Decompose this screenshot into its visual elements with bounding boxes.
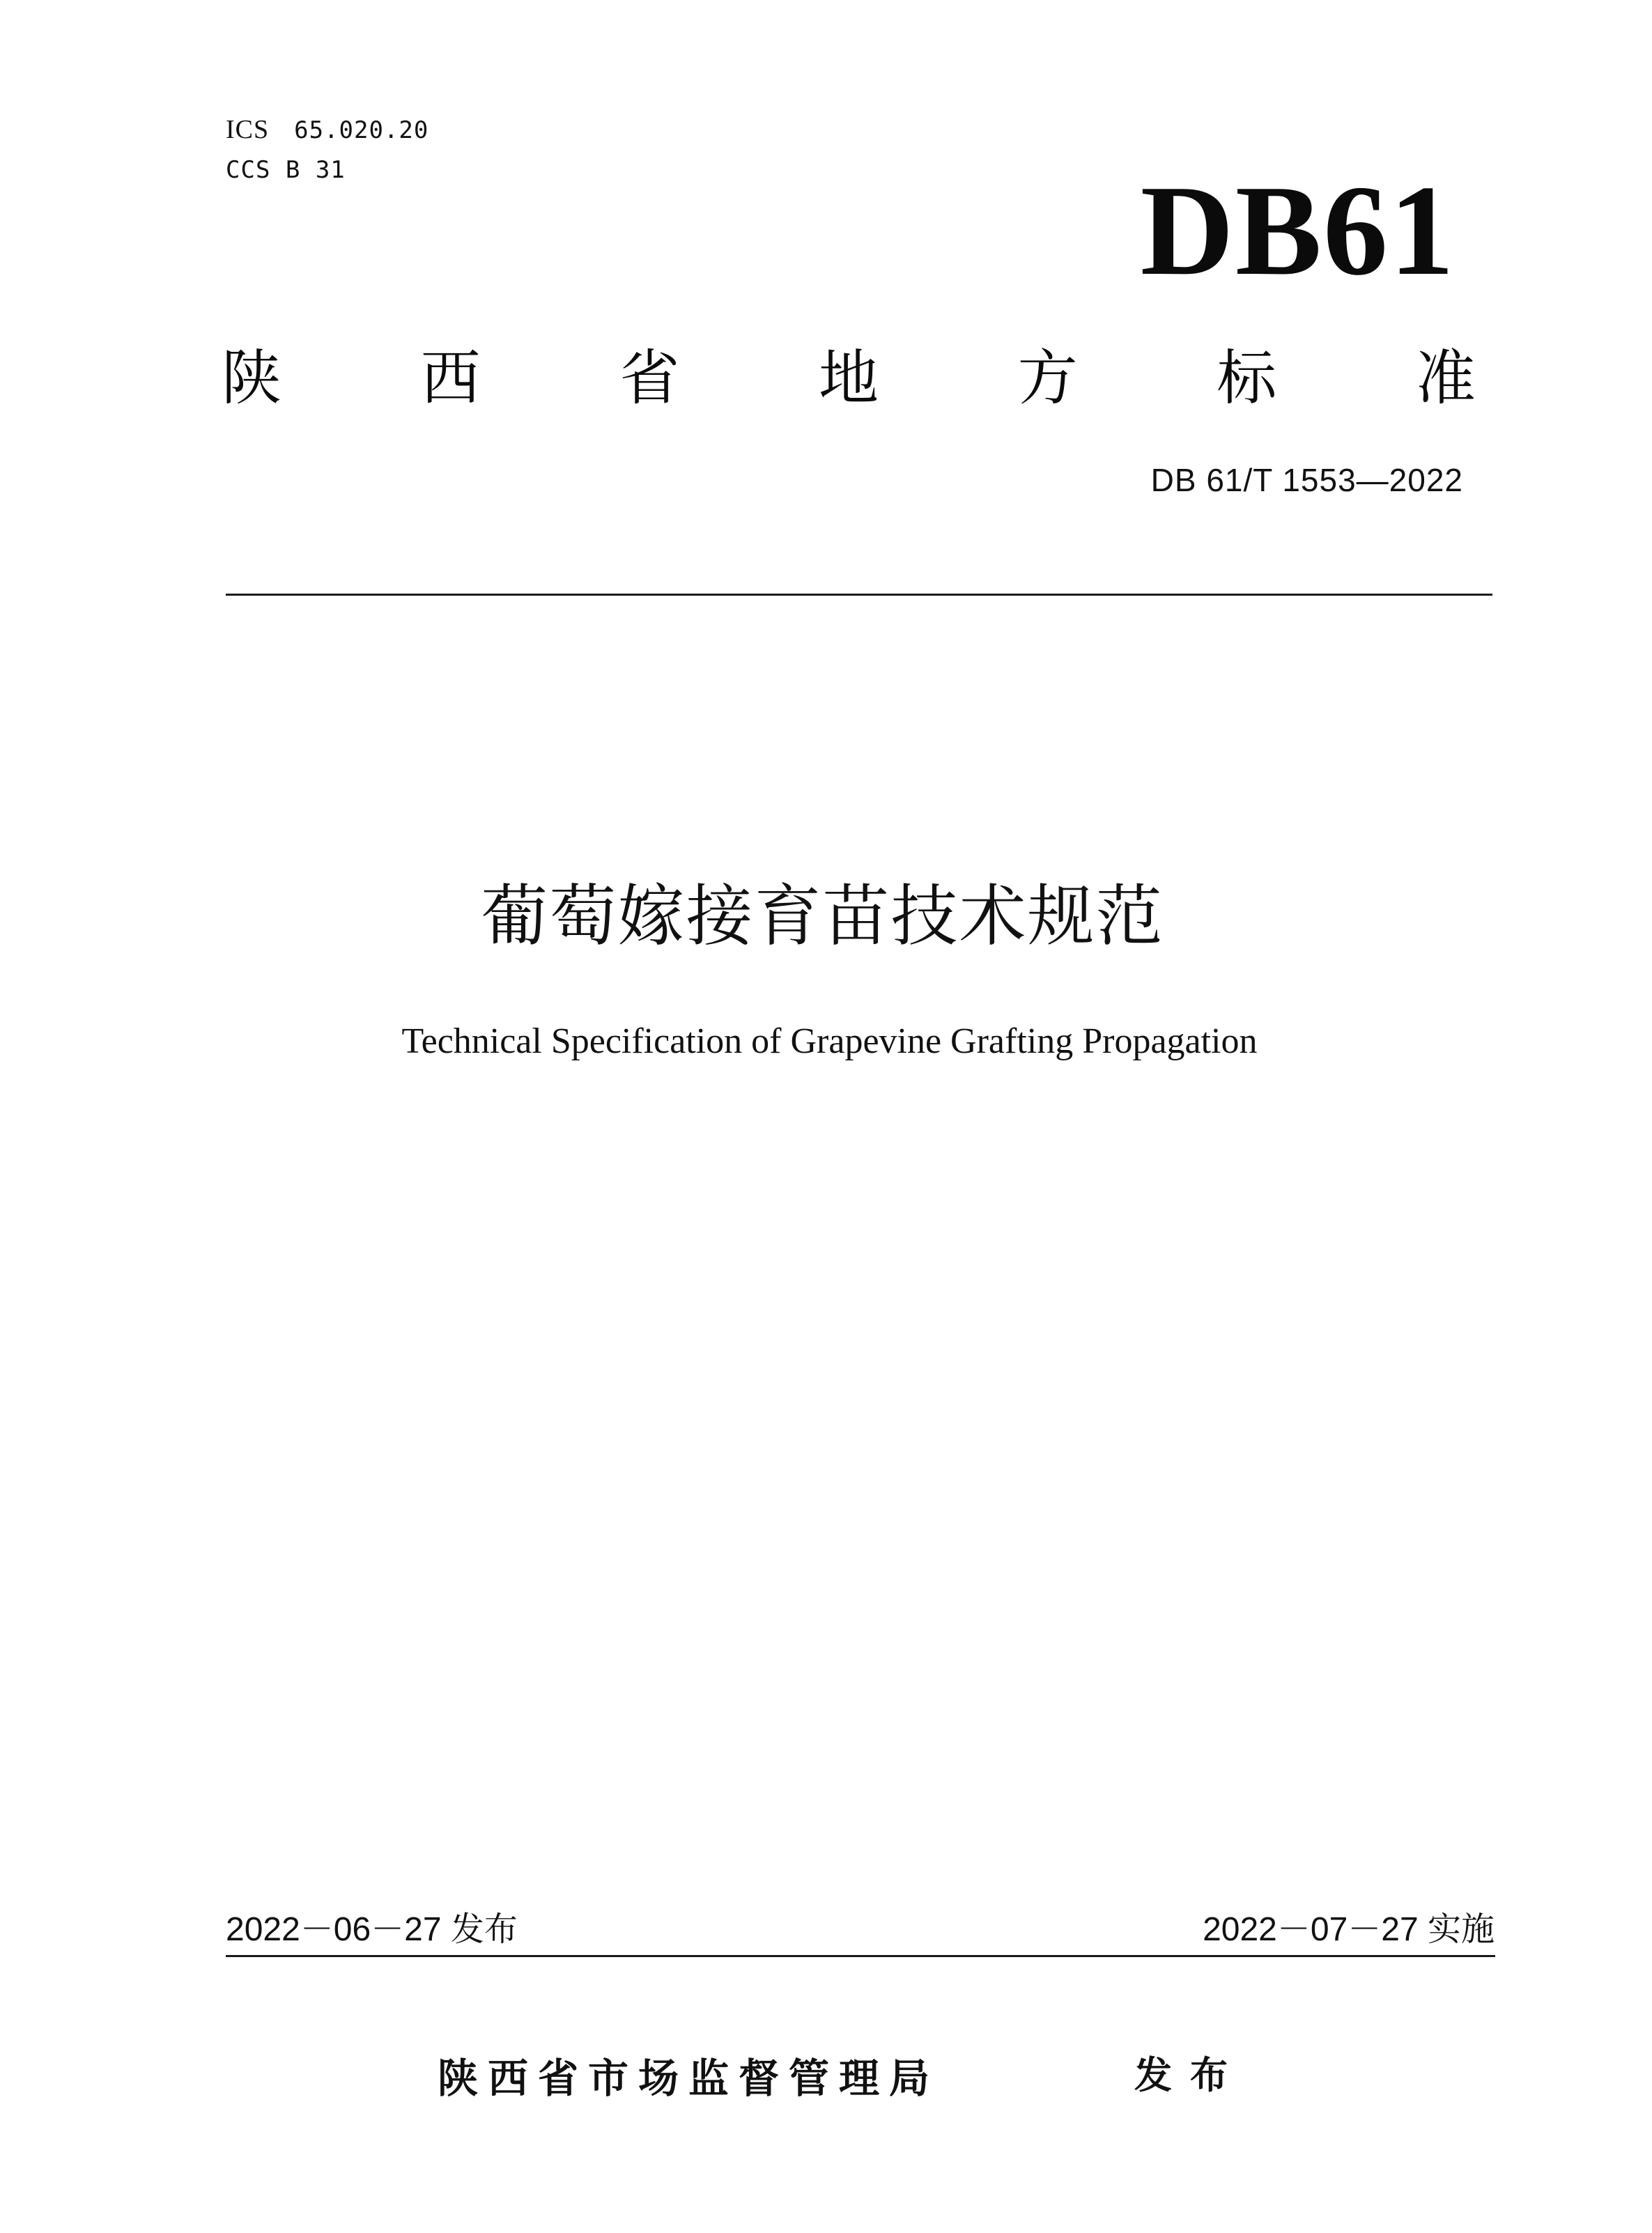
standard-type-char: 方: [1017, 343, 1078, 413]
top-divider: [226, 594, 1492, 596]
issue-date: 2022－06－27 发布: [226, 1911, 518, 1948]
chinese-title-text: 葡萄嫁接育苗技术规范: [481, 877, 1164, 955]
english-title: [0, 1017, 1652, 1066]
standard-type-char: 陕: [222, 343, 281, 413]
standard-type-char: 省: [619, 343, 680, 413]
standard-type-char: 地: [818, 343, 879, 413]
ics-label: ICS: [226, 115, 270, 144]
standard-type-heading: [222, 340, 1476, 417]
ics-number: 65.020.20: [294, 116, 429, 144]
english-title-text: Technical Specification of Grapevine Grafting Propagation: [401, 1021, 1258, 1061]
db61-logo: DB61: [1140, 159, 1456, 302]
issue-label: 发布: [1134, 2053, 1246, 2097]
bottom-divider: [226, 1955, 1495, 1957]
ics-code: [226, 114, 429, 145]
ccs-code: CCS B 31: [226, 156, 346, 184]
standard-type-char: 西: [420, 343, 481, 413]
standard-number: DB 61/T 1553—2022: [1150, 462, 1463, 498]
issuing-authority: 陕西省市场监督管理局: [438, 2055, 940, 2102]
implementation-date: 2022－07－27 实施: [1203, 1911, 1495, 1948]
standard-type-char: 标: [1217, 343, 1277, 413]
standard-type-char: 准: [1415, 343, 1476, 413]
chinese-title: [0, 871, 1652, 961]
